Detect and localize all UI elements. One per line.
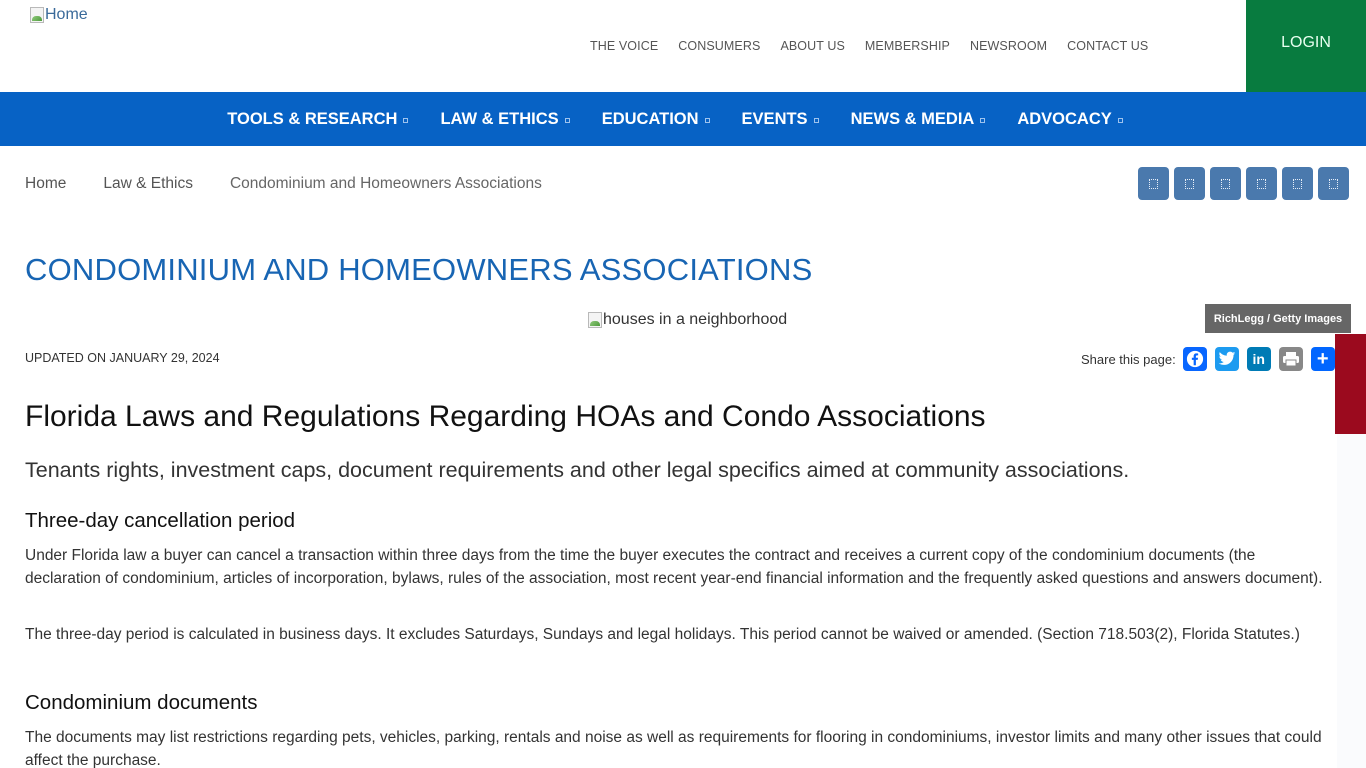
missing-glyph-icon bbox=[1257, 179, 1266, 189]
print-button[interactable] bbox=[1279, 347, 1303, 371]
right-gutter bbox=[1337, 434, 1366, 768]
home-logo-link[interactable] bbox=[30, 6, 88, 24]
more-share-button[interactable] bbox=[1311, 347, 1335, 371]
nav-item-advocacy[interactable] bbox=[1017, 110, 1122, 129]
breadcrumb-current: Condominium and Homeowners Associations bbox=[229, 175, 542, 192]
nav-item-news-media[interactable] bbox=[851, 110, 986, 129]
nav-item-tools-research[interactable] bbox=[227, 110, 408, 129]
utility-link-contact-us[interactable]: CONTACT US bbox=[1067, 39, 1149, 53]
hero-image-alt: houses in a neighborhood bbox=[603, 311, 788, 328]
side-feedback-tab[interactable] bbox=[1335, 334, 1366, 434]
utility-link-the-voice[interactable]: THE VOICE bbox=[590, 39, 659, 53]
tool-button-1[interactable] bbox=[1138, 167, 1169, 200]
broken-image-icon bbox=[588, 312, 602, 328]
breadcrumb-law-ethics[interactable]: Law & Ethics bbox=[103, 175, 193, 192]
dropdown-caret-icon bbox=[705, 118, 710, 123]
twitter-share-button[interactable] bbox=[1215, 347, 1239, 371]
nav-label: NEWS & MEDIA bbox=[850, 109, 975, 128]
page-tools bbox=[1138, 167, 1349, 200]
nav-label: EVENTS bbox=[741, 109, 808, 128]
facebook-share-button[interactable] bbox=[1183, 347, 1207, 371]
dropdown-caret-icon bbox=[565, 118, 570, 123]
missing-glyph-icon bbox=[1293, 179, 1302, 189]
nav-item-education[interactable] bbox=[602, 110, 710, 129]
facebook-icon bbox=[1186, 350, 1204, 368]
nav-label: EDUCATION bbox=[601, 109, 699, 128]
missing-glyph-icon bbox=[1185, 179, 1194, 189]
share-label: Share this page: bbox=[1081, 351, 1176, 367]
paragraph: The three-day period is calculated in business days. It excludes Saturdays, Sundays and legal holidays. This period cannot be waived or amended. (Section 718.503(2), Florida Statutes.) bbox=[25, 626, 1300, 643]
nav-label: TOOLS & RESEARCH bbox=[227, 109, 398, 128]
nav-item-events[interactable] bbox=[742, 110, 819, 129]
linkedin-icon: in bbox=[1252, 351, 1265, 367]
login-button[interactable]: LOGIN bbox=[1246, 0, 1366, 92]
section-heading-cancellation: Three-day cancellation period bbox=[25, 509, 296, 532]
dropdown-caret-icon bbox=[814, 118, 819, 123]
nav-label: LAW & ETHICS bbox=[440, 109, 559, 128]
top-header bbox=[0, 0, 1366, 92]
breadcrumb bbox=[25, 175, 542, 193]
utility-link-consumers[interactable]: CONSUMERS bbox=[678, 39, 761, 53]
missing-glyph-icon bbox=[1221, 179, 1230, 189]
nav-label: ADVOCACY bbox=[1017, 109, 1112, 128]
twitter-icon bbox=[1218, 351, 1236, 367]
utility-link-newsroom[interactable]: NEWSROOM bbox=[969, 39, 1048, 53]
dropdown-caret-icon bbox=[1118, 118, 1123, 123]
utility-link-membership[interactable]: MEMBERSHIP bbox=[864, 39, 950, 53]
print-icon bbox=[1283, 352, 1299, 366]
plus-icon: + bbox=[1316, 347, 1329, 370]
utility-nav bbox=[590, 39, 1148, 53]
tool-button-5[interactable] bbox=[1282, 167, 1313, 200]
breadcrumb-home[interactable]: Home bbox=[25, 175, 67, 192]
tool-button-3[interactable] bbox=[1210, 167, 1241, 200]
broken-image-icon bbox=[30, 7, 44, 23]
hero-image bbox=[588, 311, 787, 329]
section-heading-documents: Condominium documents bbox=[25, 691, 258, 714]
linkedin-share-button[interactable] bbox=[1247, 347, 1271, 371]
updated-date: UPDATED ON JANUARY 29, 2024 bbox=[25, 351, 220, 365]
tool-button-6[interactable] bbox=[1318, 167, 1349, 200]
utility-link-about-us[interactable]: ABOUT US bbox=[780, 39, 845, 53]
article-heading: Florida Laws and Regulations Regarding HOAs and Condo Associations bbox=[25, 400, 986, 433]
photo-credit: RichLegg / Getty Images bbox=[1205, 304, 1351, 333]
tool-button-2[interactable] bbox=[1174, 167, 1205, 200]
paragraph: The documents may list restrictions regarding pets, vehicles, parking, rentals and noise as well as requirements for flooring in condominiums, investor limits and many other issues that could affect the purchase. bbox=[25, 729, 1322, 768]
missing-glyph-icon bbox=[1329, 179, 1338, 189]
main-nav bbox=[0, 92, 1366, 146]
article-subheading: Tenants rights, investment caps, document requirements and other legal specifics aimed at community associations. bbox=[25, 458, 1130, 482]
dropdown-caret-icon bbox=[980, 118, 985, 123]
nav-item-law-ethics[interactable] bbox=[440, 110, 569, 129]
share-bar bbox=[1081, 347, 1335, 371]
logo-alt-text: Home bbox=[45, 6, 88, 23]
dropdown-caret-icon bbox=[403, 118, 408, 123]
paragraph: Under Florida law a buyer can cancel a transaction within three days from the time the buyer executes the contract and receives a current copy of the condominium documents (the declaration of condominium, articles of incorporation, bylaws, rules of the association, most recent year-end financial information and the frequently asked questions and answers document). bbox=[25, 547, 1323, 587]
missing-glyph-icon bbox=[1149, 179, 1158, 189]
tool-button-4[interactable] bbox=[1246, 167, 1277, 200]
page-title: CONDOMINIUM AND HOMEOWNERS ASSOCIATIONS bbox=[25, 252, 813, 287]
